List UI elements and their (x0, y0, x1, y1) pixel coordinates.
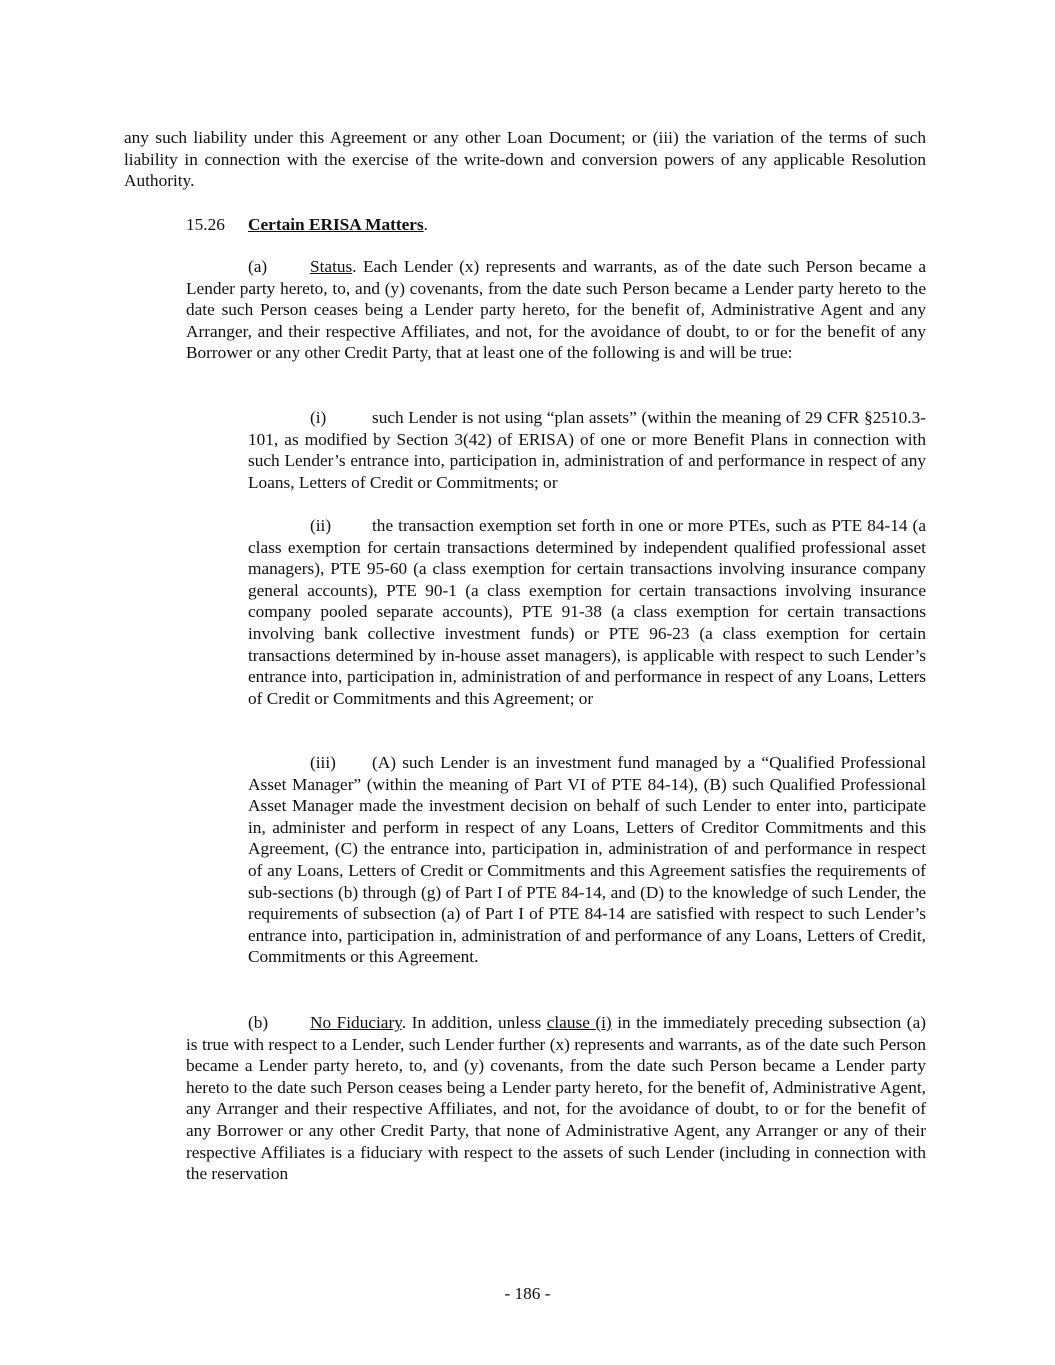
subsection-a-text: . Each Lender (x) represents and warrants, as of the date such Person became a Lender party hereto, to, and (y) covenants, from the date such Person became a Lender party hereto to the date such Person ceases being a Lender party hereto, for the benefit of, Administrative Agent and any Arranger, and their respective Affiliates, and not, for the avoidance of doubt, to or for the benefit of any Borrower or any other Credit Party, that at least one of the following is and will be true: (186, 257, 926, 363)
subsection-a (186, 256, 926, 364)
clause-ii (248, 515, 926, 709)
clause-i (248, 407, 926, 493)
section-number: 15.26 (186, 215, 225, 234)
clause-ii-text: the transaction exemption set forth in one or more PTEs, such as PTE 84-14 (a class exemption for certain transactions determined by independent qualified professional asset managers), PTE 95-60 (a class exemption for certain transactions involving insurance company general accounts), PTE 90-1 (a class exemption for certain transactions involving insurance company pooled separate accounts), PTE 91-38 (a class exemption for certain transactions involving bank collective investment funds) or PTE 96-23 (a class exemption for certain transactions determined by in-house asset managers), is applicable with respect to such Lender’s entrance into, participation in, administration of and performance in respect of any Loans, Letters of Credit or Commitments and this Agreement; or (248, 516, 926, 708)
subsection-b-text-1: . In addition, unless (401, 1013, 547, 1032)
subsection-a-heading: Status (310, 257, 353, 276)
clause-i-label: (i) (310, 408, 327, 427)
clause-iii-text: (A) such Lender is an investment fund managed by a “Qualified Professional Asset Manager” (within the meaning of Part VI of PTE 84-14), (B) such Qualified Professional Asset Manager made the investment decision on behalf of such Lender to enter into, participate in, administer and perform in respect of any Loans, Letters of Creditor Commitments and this Agreement, (C) the entrance into, participation in, administration of and performance in respect of any Loans, Letters of Credit or Commitments and this Agreement satisfies the requirements of sub-sections (b) through (g) of Part I of PTE 84-14, and (D) to the knowledge of such Lender, the requirements of subsection (a) of Part I of PTE 84-14 are satisfied with respect to such Lender’s entrance into, participation in, administration of and performance of any Loans, Letters of Credit, Commitments or this Agreement. (248, 753, 926, 967)
clause-i-text: such Lender is not using “plan assets” (within the meaning of 29 CFR §2510.3-101, as modified by Section 3(42) of ERISA) of one or more Benefit Plans in connection with such Lender’s entrance into, participation in, administration of and performance in respect of any Loans, Letters of Credit or Commitments; or (248, 408, 926, 492)
clause-ii-label: (ii) (310, 516, 332, 535)
clause-i-cross-reference: clause (i) (546, 1013, 612, 1032)
clause-iii (248, 752, 926, 968)
continuation-text: any such liability under this Agreement or any other Loan Document; or (iii) the variation of the terms of such liability in connection with the exercise of the write-down and conversion powers of any applicable Resolution Authority. (124, 128, 926, 191)
continuation-paragraph (124, 127, 926, 192)
subsection-b-heading: No Fiduciary (310, 1013, 402, 1032)
subsection-b-label: (b) (248, 1013, 269, 1032)
section-heading (186, 214, 926, 236)
subsection-a-label: (a) (248, 257, 268, 276)
section-title-period: . (423, 215, 428, 234)
subsection-b (186, 1012, 926, 1185)
clause-iii-label: (iii) (310, 753, 336, 772)
page-number: - 186 - (504, 1284, 551, 1303)
subsection-b-text-2: in the immediately preceding subsection (a) is true with respect to a Lender, such Lender further (x) represents and warrants, as of the date such Person became a Lender party hereto, to, and (y) covenants, from the date such Person became a Lender party hereto to the date such Person ceases being a Lender party hereto, for the benefit of, Administrative Agent, any Arranger and their respective Affiliates, and not, for the avoidance of doubt, to or for the benefit of any Borrower or any other Credit Party, that none of Administrative Agent, any Arranger or any of their respective Affiliates is a fiduciary with respect to the assets of such Lender (including in connection with the reservation (186, 1013, 926, 1184)
section-title: Certain ERISA Matters (248, 215, 424, 234)
